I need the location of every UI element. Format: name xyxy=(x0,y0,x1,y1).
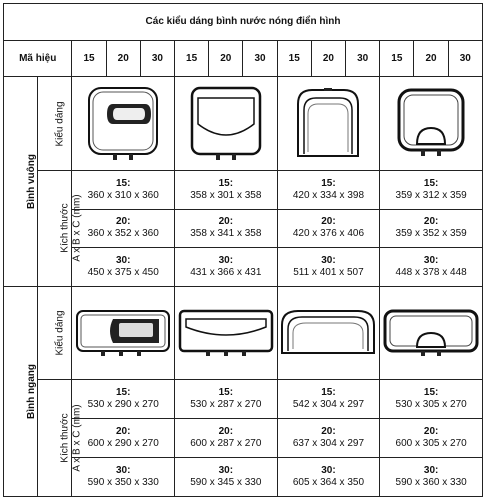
horizontal-heater-dark-panel-image xyxy=(72,287,175,380)
capacity-cell: 30 xyxy=(448,40,482,77)
size-cell: 20: 360 x 352 x 360 xyxy=(72,209,175,248)
capacity-cell: 30 xyxy=(140,40,174,77)
size-cell: 30: 511 x 401 x 507 xyxy=(277,248,380,287)
size-cell: 20: 600 x 305 x 270 xyxy=(380,419,483,458)
size-cell: 20: 600 x 290 x 270 xyxy=(72,419,175,458)
table-title: Các kiểu dáng bình nước nóng điển hình xyxy=(4,4,483,41)
size-cell: 20: 359 x 352 x 359 xyxy=(380,209,483,248)
horizontal-style-row xyxy=(4,287,483,380)
size-cell: 30: 590 x 350 x 330 xyxy=(72,458,175,497)
square-style-row xyxy=(4,77,483,170)
size-cell: 20: 358 x 341 x 358 xyxy=(175,209,278,248)
square-heater-round-base-image xyxy=(380,77,483,170)
square-size-row xyxy=(4,170,483,209)
capacity-cell: 15 xyxy=(380,40,414,77)
size-cell: 20: 637 x 304 x 297 xyxy=(277,419,380,458)
size-cell: 15: 530 x 287 x 270 xyxy=(175,380,278,419)
size-cell: 30: 450 x 375 x 450 xyxy=(72,248,175,287)
style-label: Kiểu dáng xyxy=(38,287,72,380)
capacity-cell: 20 xyxy=(106,40,140,77)
horizontal-heater-round-panel-image xyxy=(380,287,483,380)
size-label: Kích thước A x B x C (mm) xyxy=(38,170,72,286)
size-cell: 20: 420 x 376 x 406 xyxy=(277,209,380,248)
style-label: Kiểu dáng xyxy=(38,77,72,170)
size-cell: 15: 530 x 290 x 270 xyxy=(72,380,175,419)
size-cell: 15: 530 x 305 x 270 xyxy=(380,380,483,419)
capacity-cell: 20 xyxy=(209,40,243,77)
size-cell: 15: 542 x 304 x 297 xyxy=(277,380,380,419)
group-label-horizontal: Bình ngang xyxy=(4,287,38,497)
square-heater-rounded-window-image xyxy=(72,77,175,170)
capacity-cell: 15 xyxy=(175,40,209,77)
size-cell: 30: 605 x 364 x 350 xyxy=(277,458,380,497)
size-cell: 15: 360 x 310 x 360 xyxy=(72,170,175,209)
size-label: Kích thước A x B x C (mm) xyxy=(38,380,72,497)
capacity-cell: 15 xyxy=(72,40,106,77)
size-cell: 30: 431 x 366 x 431 xyxy=(175,248,278,287)
size-cell: 20: 600 x 287 x 270 xyxy=(175,419,278,458)
size-cell: 15: 359 x 312 x 359 xyxy=(380,170,483,209)
capacity-cell: 15 xyxy=(277,40,311,77)
horizontal-heater-light-panel-image xyxy=(175,287,278,380)
capacity-cell: 20 xyxy=(414,40,448,77)
capacity-cell: 30 xyxy=(243,40,277,77)
capacity-cell: 20 xyxy=(311,40,345,77)
group-label-square: Bình vuông xyxy=(4,77,38,287)
capacity-cell: 30 xyxy=(346,40,380,77)
size-cell: 15: 420 x 334 x 398 xyxy=(277,170,380,209)
size-cell: 15: 358 x 301 x 358 xyxy=(175,170,278,209)
size-cell: 30: 590 x 345 x 330 xyxy=(175,458,278,497)
capacity-header-row xyxy=(4,40,483,77)
heater-spec-table xyxy=(3,3,483,497)
square-heater-tall-arch-image xyxy=(277,77,380,170)
size-cell: 30: 590 x 360 x 330 xyxy=(380,458,483,497)
square-heater-front-panel-image xyxy=(175,77,278,170)
size-cell: 30: 448 x 378 x 448 xyxy=(380,248,483,287)
horizontal-heater-arch-panel-image xyxy=(277,287,380,380)
model-label: Mã hiệu xyxy=(4,40,72,77)
horizontal-size-row xyxy=(4,380,483,419)
